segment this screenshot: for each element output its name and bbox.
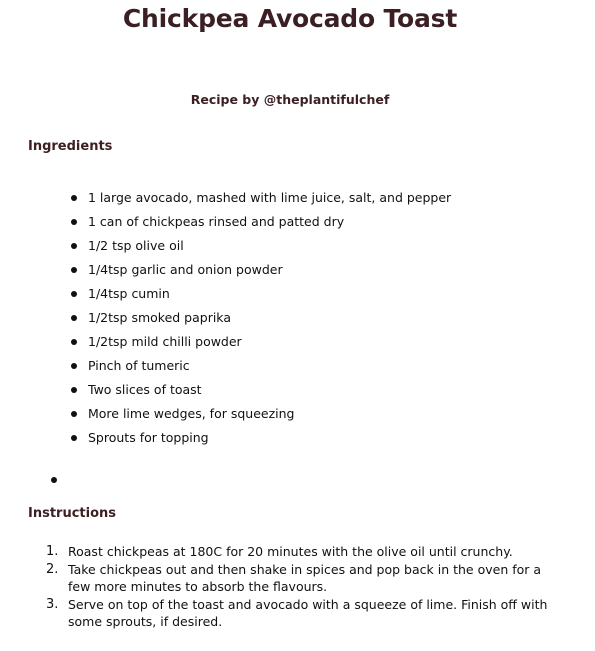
ingredient-item [68,382,451,406]
ingredient-item [68,358,451,382]
instructions-heading: Instructions [28,506,117,521]
step-text: Roast chickpeas at 180C for 20 minutes with the olive oil until crunchy. [68,544,513,559]
ingredient-item [68,406,451,430]
empty-bullet-icon [51,477,57,483]
ingredient-text: 1 can of chickpeas rinsed and patted dry [88,214,345,229]
bullet-icon [71,291,77,297]
ingredient-item [68,310,451,334]
bullet-icon [71,411,77,417]
ingredient-text: 1/4tsp cumin [88,286,170,301]
ingredient-item [68,286,451,310]
ingredient-text: Two slices of toast [88,382,202,397]
bullet-icon [71,243,77,249]
ingredient-text: 1/2tsp smoked paprika [88,310,231,325]
bullet-icon [71,267,77,273]
recipe-byline: Recipe by @theplantifulchef [190,92,390,107]
bullet-icon [71,339,77,345]
step-number: 3. [46,597,59,612]
step-number: 2. [46,562,59,577]
ingredient-item [68,190,451,214]
step-number: 1. [46,544,59,559]
ingredient-text: 1 large avocado, mashed with lime juice, salt, and pepper [88,190,452,205]
instruction-step [46,561,556,595]
ingredient-text: Pinch of tumeric [88,358,190,373]
step-text: Take chickpeas out and then shake in spices and pop back in the oven for a few more minutes to absorb the flavours. [68,562,542,594]
bullet-icon [71,315,77,321]
bullet-icon [71,387,77,393]
ingredient-text: Sprouts for topping [88,430,209,445]
bullet-icon [71,219,77,225]
ingredient-text: 1/4tsp garlic and onion powder [88,262,283,277]
ingredients-list [68,190,451,454]
recipe-title: Chickpea Avocado Toast [122,4,458,33]
bullet-icon [71,435,77,441]
ingredient-item [68,334,451,358]
ingredient-item [68,214,451,238]
step-text: Serve on top of the toast and avocado with a squeeze of lime. Finish off with some sprouts, if desired. [68,597,548,629]
ingredient-item [68,238,451,262]
ingredients-heading: Ingredients [28,139,113,154]
ingredient-item [68,262,451,286]
ingredient-item [68,430,451,454]
ingredient-text: More lime wedges, for squeezing [88,406,295,421]
bullet-icon [71,195,77,201]
instructions-list [46,543,556,631]
instruction-step [46,543,556,560]
bullet-icon [71,363,77,369]
ingredient-text: 1/2tsp mild chilli powder [88,334,242,349]
instruction-step [46,596,556,630]
ingredient-text: 1/2 tsp olive oil [88,238,184,253]
